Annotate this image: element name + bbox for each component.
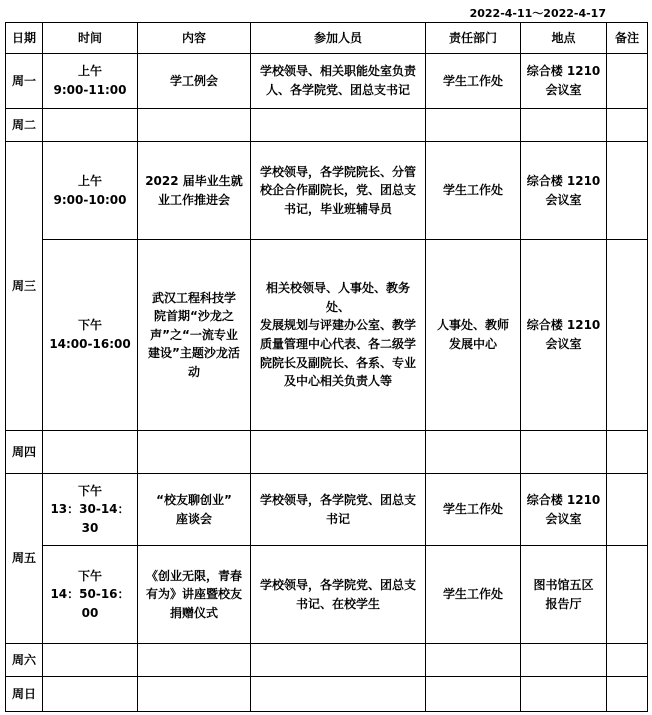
day-sunday: 周日 — [6, 677, 43, 712]
event-time: 下午 14：50-16： 00 — [43, 546, 138, 644]
empty-cell — [251, 644, 426, 677]
event-location: 综合楼 1210 会议室 — [521, 142, 607, 240]
header-row — [6, 23, 648, 54]
empty-cell — [43, 677, 138, 712]
event-department: 人事处、教师 发展中心 — [426, 240, 521, 431]
day-friday: 周五 — [6, 474, 43, 644]
table-row — [6, 240, 648, 431]
table-row — [6, 474, 648, 546]
table-row — [6, 677, 648, 712]
empty-cell — [138, 431, 251, 474]
event-location: 图书馆五区 报告厅 — [521, 546, 607, 644]
day-saturday: 周六 — [6, 644, 43, 677]
event-note — [607, 54, 648, 109]
date-range: 2022-4-11～2022-4-17 — [469, 7, 606, 20]
event-content: 武汉工程科技学 院首期“沙龙之 声”之“一流专业 建设”主题沙龙活 动 — [138, 240, 251, 431]
event-attendees: 相关校领导、人事处、教务处、 发展规划与评建办公室、教学 质量管理中心代表、各二级学 院院长及副院长、各系、专业 及中心相关负责人等 — [251, 240, 426, 431]
event-time: 下午 14:00-16:00 — [43, 240, 138, 431]
empty-cell — [43, 109, 138, 142]
header-time: 时间 — [43, 23, 138, 54]
empty-cell — [607, 431, 648, 474]
table-row — [6, 546, 648, 644]
empty-cell — [426, 644, 521, 677]
empty-cell — [607, 109, 648, 142]
day-tuesday: 周二 — [6, 109, 43, 142]
empty-cell — [521, 677, 607, 712]
header-location: 地点 — [521, 23, 607, 54]
event-note — [607, 474, 648, 546]
header-note: 备注 — [607, 23, 648, 54]
event-time: 下午 13：30-14： 30 — [43, 474, 138, 546]
event-location: 综合楼 1210 会议室 — [521, 240, 607, 431]
event-time: 上午 9:00-10:00 — [43, 142, 138, 240]
empty-cell — [251, 109, 426, 142]
table-row — [6, 431, 648, 474]
event-note — [607, 546, 648, 644]
empty-cell — [138, 644, 251, 677]
event-department: 学生工作处 — [426, 474, 521, 546]
table-row — [6, 644, 648, 677]
empty-cell — [607, 644, 648, 677]
event-content: 《创业无限，青春 有为》讲座暨校友 捐赠仪式 — [138, 546, 251, 644]
event-location: 综合楼 1210 会议室 — [521, 54, 607, 109]
empty-cell — [251, 431, 426, 474]
header-department: 责任部门 — [426, 23, 521, 54]
day-thursday: 周四 — [6, 431, 43, 474]
empty-cell — [607, 677, 648, 712]
empty-cell — [426, 431, 521, 474]
table-row — [6, 109, 648, 142]
header-date: 日期 — [6, 23, 43, 54]
event-attendees: 学校领导、相关职能处室负责 人、各学院党、团总支书记 — [251, 54, 426, 109]
empty-cell — [426, 109, 521, 142]
empty-cell — [251, 677, 426, 712]
event-department: 学生工作处 — [426, 546, 521, 644]
event-note — [607, 142, 648, 240]
event-location: 综合楼 1210 会议室 — [521, 474, 607, 546]
empty-cell — [521, 431, 607, 474]
event-note — [607, 240, 648, 431]
empty-cell — [43, 644, 138, 677]
empty-cell — [138, 677, 251, 712]
empty-cell — [43, 431, 138, 474]
event-content: 2022 届毕业生就 业工作推进会 — [138, 142, 251, 240]
empty-cell — [426, 677, 521, 712]
table-row — [6, 142, 648, 240]
day-wednesday: 周三 — [6, 142, 43, 431]
empty-cell — [138, 109, 251, 142]
header-content: 内容 — [138, 23, 251, 54]
table-row — [6, 54, 648, 109]
event-department: 学生工作处 — [426, 142, 521, 240]
event-department: 学生工作处 — [426, 54, 521, 109]
empty-cell — [521, 109, 607, 142]
header-attendees: 参加人员 — [251, 23, 426, 54]
event-attendees: 学校领导，各学院党、团总支 书记 — [251, 474, 426, 546]
empty-cell — [521, 644, 607, 677]
event-time: 上午 9:00-11:00 — [43, 54, 138, 109]
event-attendees: 学校领导，各学院院长、分管 校企合作副院长，党、团总支 书记，毕业班辅导员 — [251, 142, 426, 240]
day-monday: 周一 — [6, 54, 43, 109]
event-content: 学工例会 — [138, 54, 251, 109]
schedule-table — [5, 22, 648, 712]
event-content: “校友聊创业” 座谈会 — [138, 474, 251, 546]
event-attendees: 学校领导，各学院党、团总支 书记、在校学生 — [251, 546, 426, 644]
